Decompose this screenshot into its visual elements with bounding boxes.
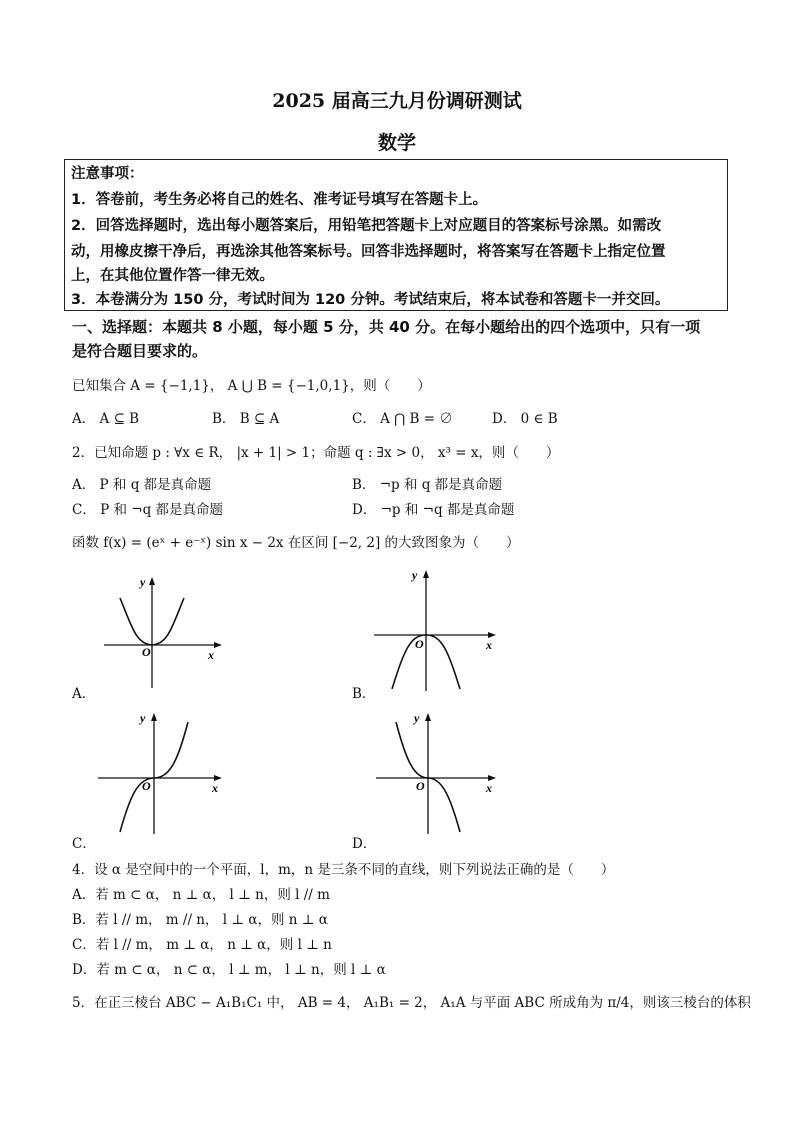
question-1-option-b: B． B ⊆ A [212, 411, 280, 427]
question-1-stem: 已知集合 A = {−1,1}， A ⋃ B = {−1,0,1}，则（ ） [72, 378, 431, 394]
question-3-option-b: B． [352, 686, 376, 702]
axis-y-label: y [412, 568, 418, 582]
exam-subject: 数学 [377, 132, 416, 154]
axis-y-label: y [414, 711, 420, 725]
notice-line-3: 动，用橡皮擦干净后，再选涂其他答案标号。回答非选择题时，将答案写在答题卡上指定位置 [71, 244, 666, 260]
graph-option-a [100, 572, 224, 690]
question-1-option-a: A． A ⊆ B [72, 411, 140, 427]
question-4-option-c: C．若 l // m， m ⊥ α， n ⊥ α，则 l ⊥ n [72, 937, 332, 953]
question-3-stem: 函数 f(x) = (eˣ + e⁻ˣ) sin x − 2x 在区间 [−2, 2] 的大致图象为（ ） [72, 535, 520, 551]
origin-label: O [415, 637, 424, 651]
notice-line-4: 上，在其他位置作答一律无效。 [71, 268, 274, 284]
question-2-option-c: C． P 和 ¬q 都是真命题 [72, 502, 224, 518]
question-1-option-d: D． 0 ∈ B [492, 411, 558, 427]
axis-x-label: x [208, 648, 214, 662]
question-3-option-d: D． [352, 836, 377, 852]
notice-line-1: 1．答卷前，考生务必将自己的姓名、准考证号填写在答题卡上。 [71, 192, 488, 208]
question-1-option-c: C． A ⋂ B = ∅ [352, 411, 453, 427]
question-4-option-b: B．若 l // m， m // n， l ⊥ α，则 n ⊥ α [72, 912, 328, 928]
origin-label: O [416, 779, 425, 793]
notice-box [64, 159, 728, 311]
section-heading-line-1: 一、选择题：本题共 8 小题，每小题 5 分，共 40 分。在每小题给出的四个选项中，只有一项 [72, 318, 701, 336]
question-3-option-c: C． [72, 836, 96, 852]
axis-y-label: y [140, 711, 146, 725]
question-4-option-d: D．若 m ⊂ α， n ⊂ α， l ⊥ m， l ⊥ n，则 l ⊥ α [72, 962, 386, 978]
origin-label: O [142, 645, 151, 659]
graph-option-d [374, 708, 500, 836]
question-5-stem: 5．在正三棱台 ABC − A₁B₁C₁ 中， AB = 4， A₁B₁ = 2， A₁A 与平面 ABC 所成角为 π/4，则该三棱台的体积 [72, 995, 751, 1011]
axis-x-label: x [212, 781, 218, 795]
question-3-option-a: A． [72, 686, 96, 702]
question-2-option-d: D． ¬p 和 ¬q 都是真命题 [352, 502, 515, 518]
graph-option-b [372, 565, 500, 693]
axis-y-label: y [140, 575, 146, 589]
question-4-stem: 4．设 α 是空间中的一个平面，l，m，n 是三条不同的直线，则下列说法正确的是（ ） [72, 862, 615, 878]
axis-x-label: x [486, 781, 492, 795]
question-2-stem: 2．已知命题 p : ∀x ∈ R， |x + 1| > 1；命题 q : ∃x > 0， x³ = x，则（ ） [72, 445, 560, 461]
notice-line-5: 3．本卷满分为 150 分，考试时间为 120 分钟。考试结束后，将本试卷和答题卡一并交回。 [71, 292, 670, 308]
question-2-option-a: A． P 和 q 都是真命题 [72, 477, 212, 493]
notice-heading: 注意事项： [71, 166, 144, 182]
exam-title: 2025 届高三九月份调研测试 [272, 90, 522, 112]
axis-x-label: x [486, 638, 492, 652]
section-heading-line-2: 是符合题目要求的。 [72, 342, 208, 360]
origin-label: O [142, 779, 151, 793]
question-2-option-b: B． ¬p 和 q 都是真命题 [352, 477, 503, 493]
notice-line-2: 2．回答选择题时，选出每小题答案后，用铅笔把答题卡上对应题目的答案标号涂黑。如需改 [71, 218, 662, 234]
question-4-option-a: A．若 m ⊂ α， n ⊥ α， l ⊥ n，则 l // m [72, 887, 330, 903]
graph-option-c [96, 708, 226, 836]
